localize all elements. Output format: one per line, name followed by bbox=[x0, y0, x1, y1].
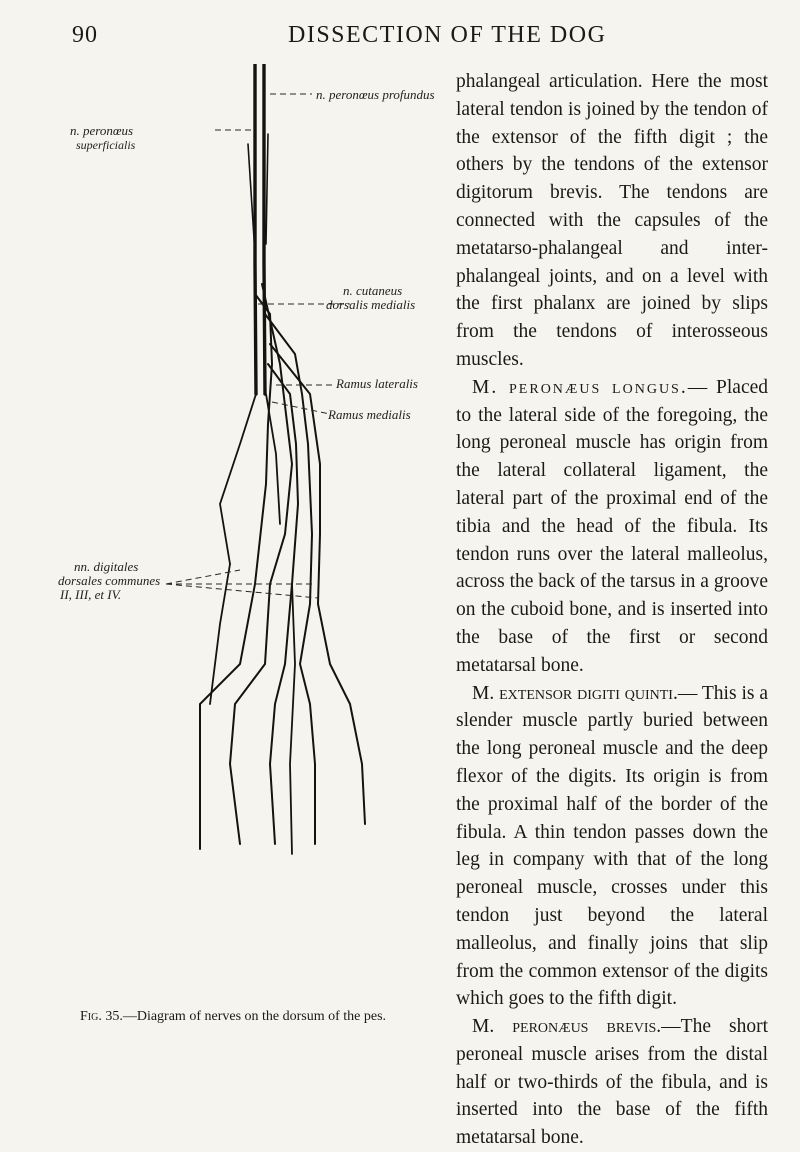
paragraph-peronaeus-brevis bbox=[456, 1013, 768, 1152]
paragraph-extensor-digiti-quinti bbox=[456, 680, 768, 1014]
lower-nerve-branch bbox=[290, 584, 295, 854]
label-digitales-1: nn. digitales bbox=[74, 559, 139, 574]
paragraph-continuation: phalangeal articulation. Here the most lateral tendon is joined by the tendon of the extensor of the fifth digit ; the others by the tendons of the extensor digitorum brevis. The tendons are connected with the capsules of the metatarso-phalangeal and inter-phalangeal joints, and on a level with the first phalanx are joined by slips from the tendons of interosseous muscles. bbox=[456, 71, 768, 370]
leader-digitales-1 bbox=[166, 570, 240, 584]
text-extensor-digiti-quinti: — This is a slender muscle partly buried between the long peroneal muscle and the deep flexor of the digits. Its origin is from the proximal half of the border of the fibula. A thin tendon passes down the leg in company with that of the long peroneal muscle, crosses under this tendon just beyond the lateral malleolus, and finally joins that slip from the common extensor of the digits which goes to the fifth digit. bbox=[456, 682, 768, 1010]
text-peronaeus-brevis: —The short peroneal muscle arises from the distal half or two-thirds of the fibula, and is inserted into the base of the fifth metatarsal bone. bbox=[456, 1016, 768, 1149]
nerve-trunk-left bbox=[255, 64, 256, 394]
heading-peronaeus-longus: M. peronæus longus. bbox=[472, 376, 688, 398]
nerve-diagram bbox=[80, 64, 430, 1024]
running-head: DISSECTION OF THE DOG bbox=[288, 22, 607, 48]
cutaneus-medialis-branch bbox=[200, 264, 272, 849]
medial-nerve-branch bbox=[230, 284, 292, 844]
label-peroneus-superficialis-1: n. peronœus bbox=[70, 123, 134, 138]
label-digitales-2: dorsales communes bbox=[58, 573, 161, 588]
peroneus-profundus-nerve bbox=[266, 134, 268, 244]
label-ramus-medialis: Ramus medialis bbox=[328, 407, 411, 422]
connecting-branch bbox=[220, 394, 256, 564]
nerve-trunk-right bbox=[264, 64, 265, 394]
paragraph-peronaeus-longus bbox=[456, 374, 768, 680]
figure-caption-number: Fig. 35. bbox=[80, 1009, 123, 1024]
label-peroneus-superficialis-2: superficialis bbox=[76, 138, 136, 152]
label-ramus-lateralis: Ramus lateralis bbox=[336, 376, 418, 391]
label-digitales-3: II, III, et IV. bbox=[60, 587, 122, 602]
body-text bbox=[456, 68, 768, 1152]
heading-extensor-digiti-quinti: M. extensor digiti quinti. bbox=[472, 682, 678, 704]
figure-caption-text: —Diagram of nerves on the dorsum of the pes. bbox=[122, 1009, 387, 1024]
heading-peronaeus-brevis: M. peronæus brevis. bbox=[472, 1016, 662, 1038]
label-cutaneus-2: dorsalis medialis bbox=[326, 297, 416, 312]
text-peronaeus-longus: — Placed to the lateral side of the foregoing, the long peroneal muscle has origin from the lateral collateral ligament, the lateral part of the proximal end of the tibia and the head of the fibula. Its tendon runs over the lateral malleolus, across the back of the tarsus in a groove on the cuboid bone, and is inserted into the base of the first or second metatarsal bone. bbox=[456, 376, 768, 676]
leader-ramus-medialis bbox=[272, 402, 330, 414]
label-cutaneus-1: n. cutaneus bbox=[343, 283, 403, 298]
page-header bbox=[0, 22, 800, 62]
leader-digitales-3 bbox=[166, 584, 318, 598]
page-number: 90 bbox=[72, 22, 98, 48]
figure-caption bbox=[80, 1009, 386, 1025]
label-peroneus-profundus: n. peronœus profundus bbox=[316, 87, 435, 102]
nerve-diagram-figure bbox=[58, 64, 435, 1024]
